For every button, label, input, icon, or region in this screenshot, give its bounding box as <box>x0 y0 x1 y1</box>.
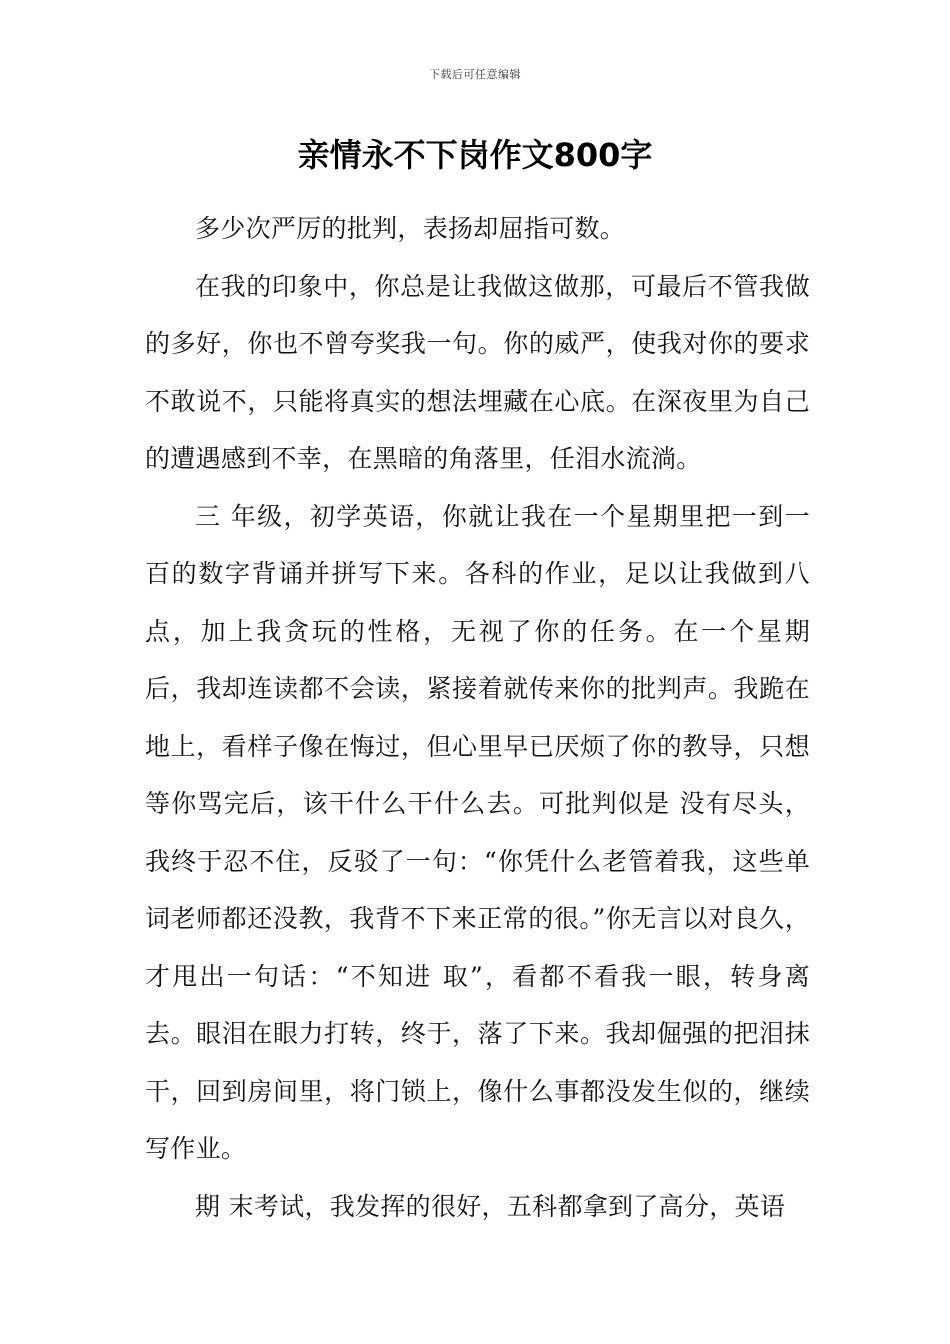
header-note: 下载后可任意编辑 <box>429 68 521 81</box>
document-title: 亲情永不下岗作文800字 <box>297 136 653 174</box>
paragraph-1: 多少次严厉的批判，表扬却屈指可数。 <box>195 214 626 243</box>
paragraph-2: 在我的印象中，你总是让我做这做那，可最后不管我做的多好，你也不曾夸奖我一句。你的威严，使我对你的要求不敢说不，只能将真实的想法埋藏在心底。在深夜里为自己的遭遇感到不幸，在黑暗的角落里，任泪水流淌。 <box>145 271 810 473</box>
paragraph-3: 三 年级，初学英语，你就让我在一个星期里把一到一百的数字背诵并拼写下来。各科的作业，足以让我做到八点，加上我贪玩的性格，无视了你的任务。在一个星期 后，我却连读都不会读，紧接着就传来你的批判声。我跪在地上，看样子像在悔过，但心里早已厌烦了你的教导，只想等你骂完后，该干什么干什么去。可批判似是 没有尽头，我终于忍不住，反驳了一句：“你凭什么老管着我，这些单词老师都还没教，我背不下来正常的很。”你无言以对良久，才甩出一句话：“不知进 取”，看都不看我一眼，转身离去。眼泪在眼力打转，终于，落了下来。我却倔强的把泪抹干，回到房间里，将门锁上，像什么事都没发生似的，继续写作业。 <box>145 501 810 1163</box>
essay-body <box>145 200 810 1235</box>
paragraph-4: 期 末考试，我发挥的很好，五科都拿到了高分，英语 <box>195 1191 786 1221</box>
